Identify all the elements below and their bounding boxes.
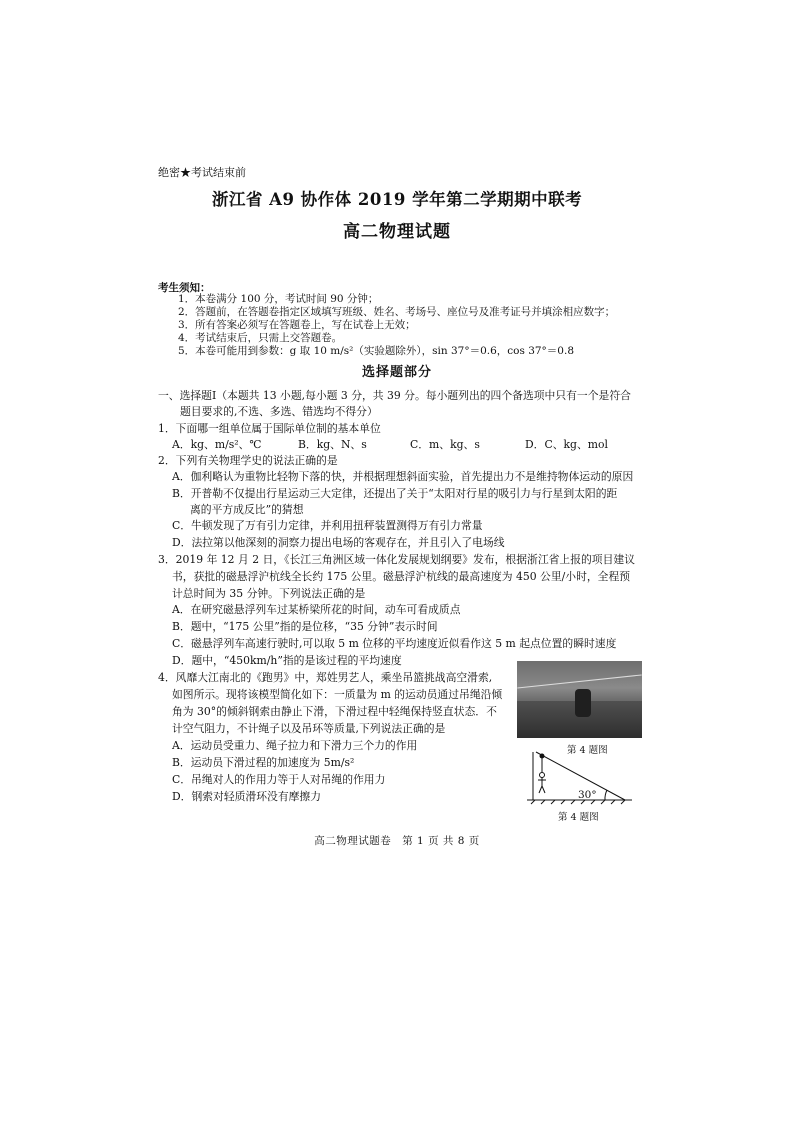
- zipline-cable: [517, 674, 641, 688]
- notice-item: 1．本卷满分 100 分，考试时间 90 分钟；: [178, 293, 379, 305]
- angle-arc: [605, 790, 607, 800]
- q3-stem-cont: 书，获批的磁悬浮沪杭线全长约 175 公里。磁悬浮沪杭线的最高速度为 450 公里/小时，全程预: [172, 570, 631, 583]
- q3-option-d: D．题中，“450km/h”指的是该过程的平均速度: [172, 654, 402, 667]
- exam-title: 浙江省 A9 协作体 2019 学年第二学期期中联考: [211, 190, 583, 209]
- q4-stem-cont: 如图所示。现将该模型简化如下：一质量为 m 的运动员通过吊绳沿倾: [172, 688, 503, 701]
- q2-option-d: D．法拉第以他深刻的洞察力提出电场的客观存在，并且引入了电场线: [172, 536, 505, 549]
- page-footer: 高二物理试题卷 第 1 页 共 8 页: [314, 835, 480, 847]
- angle-label: 30°: [578, 789, 597, 801]
- q3-option-a: A．在研究磁悬浮列车过某桥梁所花的时间，动车可看成质点: [172, 603, 461, 616]
- q3-option-c: C．磁悬浮列车高速行驶时,可以取 5 m 位移的平均速度近似看作这 5 m 起点位置的瞬时速度: [172, 637, 617, 650]
- q2-option-c: C．牛顿发现了万有引力定律，并利用扭秤装置测得万有引力常量: [172, 519, 483, 532]
- q1-option-c: C．m、kg、s: [410, 438, 480, 451]
- q4-option-a: A．运动员受重力、绳子拉力和下滑力三个力的作用: [172, 739, 418, 752]
- q1-option-b: B．kg、N、s: [298, 438, 367, 451]
- q2-option-b: B．开普勒不仅提出行星运动三大定律，还提出了关于“太阳对行星的吸引力与行星到太阳的距: [172, 487, 618, 500]
- photo-person: [575, 689, 591, 717]
- notice-heading: 考生须知：: [158, 282, 211, 294]
- notice-item: 2．答题前，在答题卷指定区域填写班级、姓名、考场号、座位号及准考证号并填涂相应数字；: [178, 306, 616, 318]
- q3-stem-cont: 计总时间为 35 分钟。下列说法正确的是: [172, 587, 366, 600]
- q1-option-d: D．C、kg、mol: [525, 438, 608, 451]
- q3-option-b: B．题中，“175 公里”指的是位移，“35 分钟”表示时间: [172, 620, 438, 633]
- notice-item: 4．考试结束后，只需上交答题卷。: [178, 332, 343, 344]
- q3-stem: 3．2019 年 12 月 2 日，《长江三角洲区域一体化发展规划纲要》发布，根据浙江省上报的项目建议: [158, 553, 635, 566]
- q4-incline-diagram: [527, 748, 632, 806]
- q2-option-a: A．伽利略认为重物比轻物下落的快，并根据理想斜面实验，首先提出力不是维持物体运动的原因: [172, 470, 634, 483]
- q1-stem: 1．下面哪一组单位属于国际单位制的基本单位: [158, 422, 381, 435]
- q4-diagram-caption: 第 4 题图: [558, 812, 599, 823]
- confidential-mark: 绝密★考试结束前: [158, 166, 246, 179]
- q4-stem: 4．风靡大江南北的《跑男》中，郑姓男艺人，乘坐吊篮挑战高空滑索,: [158, 671, 493, 684]
- section-title: 选择题部分: [361, 365, 432, 380]
- q4-zipline-photo: [517, 661, 642, 738]
- q4-stem-cont: 计空气阻力，不计绳子以及吊环等质量,下列说法正确的是: [172, 722, 446, 735]
- exam-subject-title: 高二物理试题: [343, 222, 451, 242]
- q1-option-a: A．kg、m/s²、℃: [172, 438, 262, 451]
- q4-option-c: C．吊绳对人的作用力等于人对吊绳的作用力: [172, 773, 386, 786]
- q4-stem-cont: 角为 30°的倾斜钢索由静止下滑，下滑过程中轻绳保持竖直状态．不: [172, 705, 497, 718]
- q4-option-b: B．运动员下滑过程的加速度为 5m/s²: [172, 756, 355, 769]
- part-instructions: 一、选择题Ⅰ（本题共 13 小题,每小题 3 分，共 39 分。每小题列出的四个备选项中只有一个是符合: [158, 389, 631, 402]
- notice-item: 5．本卷可能用到参数：g 取 10 m/s²（实验题除外），sin 37°＝0.6，cos 37°＝0.8: [178, 345, 575, 357]
- q4-photo-caption: 第 4 题图: [567, 745, 608, 756]
- stick-figure: [538, 773, 546, 794]
- q4-option-d: D．钢索对轻质滑环没有摩擦力: [172, 790, 322, 803]
- q2-stem: 2．下列有关物理学史的说法正确的是: [158, 454, 338, 467]
- q2-option-b-cont: 离的平方成反比”的猜想: [190, 503, 304, 516]
- part-instructions-cont: 题目要求的,不选、多选、错选均不得分）: [180, 405, 378, 418]
- notice-item: 3．所有答案必须写在答题卷上，写在试卷上无效；: [178, 319, 416, 331]
